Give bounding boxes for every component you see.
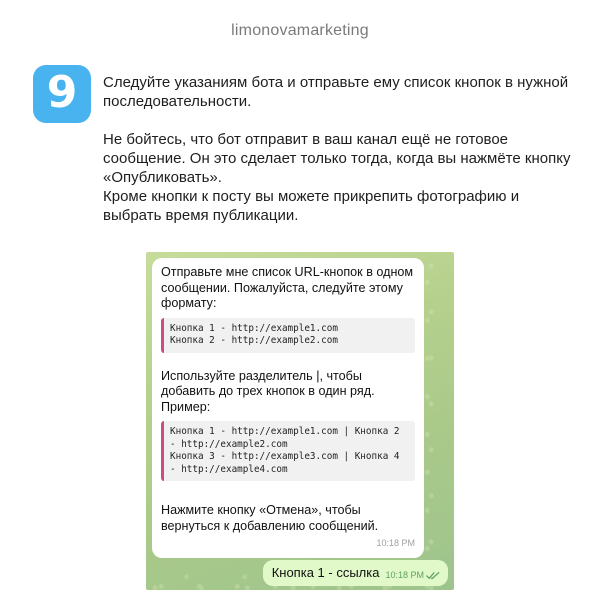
step-number-badge xyxy=(33,65,91,123)
code-example-1 xyxy=(161,318,415,353)
code-line: Кнопка 1 - http://example1.com xyxy=(170,322,338,334)
bot-intro-text: Отправьте мне список URL-кнопок в одном сообщении. Пожалуйста, следуйте этому формату: xyxy=(161,265,414,310)
message-time: 10:18 PM xyxy=(385,570,424,580)
code-line: Кнопка 1 - http://example1.com | Кнопка 2 - http://example2.com xyxy=(170,426,406,450)
bot-cancel-text: Нажмите кнопку «Отмена», чтобы вернуться к добавлению сообщений. xyxy=(161,503,379,533)
user-message-meta xyxy=(385,569,440,581)
brand-name: limonovamarketing xyxy=(231,22,369,39)
code-line: Кнопка 3 - http://example3.com | Кнопка 4 - http://example4.com xyxy=(170,451,406,475)
instruction-line-2: Не бойтесь, что бот отправит в ваш канал ещё не готовое сообщение. Он это сделает только тогда, когда вы нажмёте кнопку «Опубликовать». xyxy=(103,131,571,186)
user-message-bubble xyxy=(263,560,448,586)
telegram-chat-screenshot xyxy=(146,252,454,590)
instructions-text xyxy=(103,73,573,225)
code-example-2 xyxy=(161,421,415,481)
instruction-line-1: Следуйте указаниям бота и отправьте ему список кнопок в нужной последовательности. xyxy=(103,74,569,110)
step-number: 9 xyxy=(46,67,78,118)
message-time: 10:18 PM xyxy=(376,538,415,548)
bot-separator-text: Используйте разделитель |, чтобы добавить до трех кнопок в один ряд. Пример: xyxy=(161,368,375,414)
user-message-text: Кнопка 1 - ссылка xyxy=(271,565,380,580)
code-line: Кнопка 2 - http://example2.com xyxy=(170,335,338,346)
instruction-line-3: Кроме кнопки к посту вы можете прикрепить фотографию и выбрать время публикации. xyxy=(103,188,520,224)
bot-message-bubble xyxy=(152,258,424,558)
double-check-icon xyxy=(426,571,440,580)
